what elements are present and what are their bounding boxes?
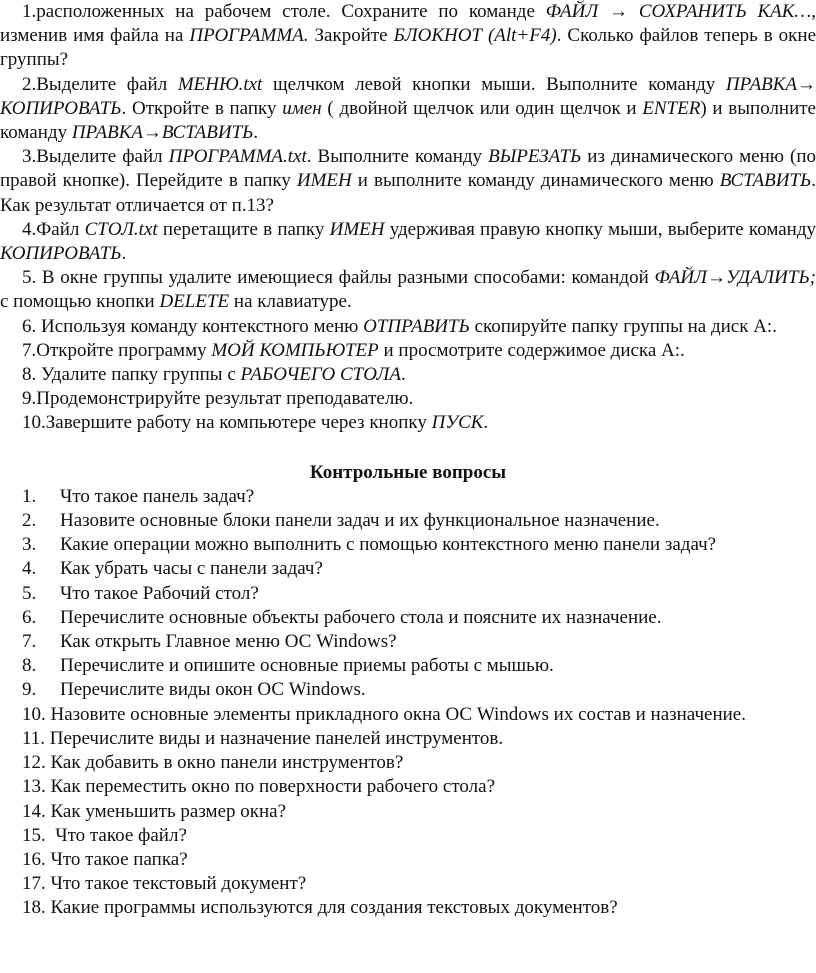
italic-term: БЛОКНОТ (Alt+F4) xyxy=(393,25,557,47)
step-text: 2.Выделите файл xyxy=(22,73,178,95)
step-text: 3.Выделите файл xyxy=(22,146,169,168)
question-item xyxy=(0,630,816,654)
step-text: перетащите в папку xyxy=(157,218,330,240)
question-number: 7. xyxy=(22,631,37,653)
question-item xyxy=(0,509,816,533)
question-item xyxy=(0,872,816,896)
step-text: 5. В окне группы удалите имеющиеся файлы разными способами: командой xyxy=(22,267,655,289)
step-text: . xyxy=(121,243,127,265)
step-text: 4.Файл xyxy=(22,218,85,240)
question-text: Перечислите виды окон ОС Windows. xyxy=(60,679,366,701)
question-text: Что такое Рабочий стол? xyxy=(60,582,259,604)
step-text: на клавиатуре. xyxy=(229,291,352,313)
question-number: 13. xyxy=(22,776,46,798)
question-text: Перечислите виды и назначение панелей инструментов. xyxy=(49,727,504,749)
question-number: 8. xyxy=(22,655,37,677)
italic-term: ВЫРЕЗАТЬ xyxy=(488,146,582,168)
step-text: 8. Удалите папку группы с xyxy=(22,364,241,386)
italic-term: ИМЕН xyxy=(329,218,385,240)
instruction-step xyxy=(0,339,816,363)
question-text: Что такое папка? xyxy=(50,848,188,870)
question-number: 9. xyxy=(22,679,37,701)
question-item xyxy=(0,678,816,702)
question-item xyxy=(0,533,816,557)
question-number: 2. xyxy=(22,510,37,532)
step-text: . Откройте в папку xyxy=(121,97,283,119)
step-text: 10.Завершите работу на компьютере через кнопку xyxy=(22,412,432,434)
italic-term: ФАЙЛ→УДАЛИТЬ; xyxy=(654,267,816,289)
step-text: удерживая правую кнопку мыши, выберите команду xyxy=(384,218,816,240)
question-item xyxy=(0,606,816,630)
italic-term: КОПИРОВАТЬ xyxy=(0,243,122,265)
question-text: Перечислите и опишите основные приемы работы с мышью. xyxy=(60,655,554,677)
question-item xyxy=(0,727,816,751)
instruction-step xyxy=(0,363,816,387)
step-text: . Выполните команду xyxy=(306,146,489,168)
italic-term: РАБОЧЕГО СТОЛА xyxy=(240,364,401,386)
question-text: Как открыть Главное меню ОС Windows? xyxy=(60,631,397,653)
question-number: 12. xyxy=(22,752,46,774)
question-text: Перечислите основные объекты рабочего стола и поясните их назначение. xyxy=(60,606,662,628)
question-text: Назовите основные блоки панели задач и их функциональное назначение. xyxy=(60,510,660,532)
step-text: . Как результат отличается от п.13? xyxy=(0,170,816,216)
question-number: 5. xyxy=(22,582,37,604)
step-text: Закройте xyxy=(308,25,394,47)
step-text: 1.расположенных на рабочем столе. Сохраните по команде xyxy=(22,1,546,22)
italic-term: ФАЙЛ → СОХРАНИТЬ КАК… xyxy=(545,1,812,22)
instruction-step xyxy=(0,411,816,435)
instruction-step xyxy=(0,145,816,218)
italic-term: DELETE xyxy=(159,291,230,313)
italic-term: ПРАВКА→ КОПИРОВАТЬ xyxy=(0,73,816,119)
instruction-steps xyxy=(0,0,816,436)
step-text: 7.Откройте программу xyxy=(22,339,212,361)
step-text: . xyxy=(400,364,406,386)
question-number: 17. xyxy=(22,873,46,895)
instruction-step xyxy=(0,266,816,314)
instruction-step xyxy=(0,218,816,266)
italic-term: ВСТАВИТЬ xyxy=(719,170,812,192)
italic-term: ПРАВКА→ВСТАВИТЬ xyxy=(71,122,254,144)
question-number: 15. xyxy=(22,824,46,846)
italic-term: МЕНЮ.txt xyxy=(177,73,263,95)
step-text: ( двойной щелчок или один щелчок и xyxy=(321,97,643,119)
step-text: щелчком левой кнопки мыши. Выполните команду xyxy=(262,73,726,95)
step-text: и выполните команду динамического меню xyxy=(351,170,720,192)
step-text: и просмотрите содержимое диска А:. xyxy=(378,339,685,361)
question-item xyxy=(0,582,816,606)
step-text: . Сколько файлов теперь в окне группы? xyxy=(0,25,816,71)
step-text: ) и выполните команду xyxy=(0,97,816,144)
step-text: 6. Используя команду контекстного меню xyxy=(22,315,364,337)
question-text: Какие программы используются для создания текстовых документов? xyxy=(50,897,618,919)
question-item xyxy=(0,848,816,872)
step-text: . xyxy=(483,412,489,434)
question-number: 18. xyxy=(22,897,46,919)
question-item xyxy=(0,751,816,775)
italic-term: МОЙ КОМПЬЮТЕР xyxy=(211,339,379,361)
question-number: 10. xyxy=(22,703,46,725)
question-item xyxy=(0,775,816,799)
italic-term: ОТПРАВИТЬ xyxy=(363,315,470,337)
question-item xyxy=(0,703,816,727)
section-spacer xyxy=(0,436,816,461)
question-item xyxy=(0,896,816,920)
step-text: , изменив имя файла на xyxy=(0,1,816,47)
question-item xyxy=(0,485,816,509)
italic-term: ИМЕН xyxy=(296,170,352,192)
question-number: 3. xyxy=(22,534,37,556)
instruction-step xyxy=(0,0,816,73)
italic-term: ПУСК xyxy=(431,412,484,434)
question-number: 1. xyxy=(22,485,37,507)
italic-term: ПРОГРАММА. xyxy=(189,25,309,47)
question-text: Что такое текстовый документ? xyxy=(50,873,307,895)
question-text: Как уменьшить размер окна? xyxy=(50,800,287,822)
question-text: Что такое панель задач? xyxy=(60,485,255,507)
instruction-step xyxy=(0,315,816,339)
question-item xyxy=(0,557,816,581)
question-item xyxy=(0,800,816,824)
italic-term: ПРОГРАММА.txt xyxy=(168,146,307,168)
step-text: скопируйте папку группы на диск А:. xyxy=(469,315,777,337)
question-number: 6. xyxy=(22,606,37,628)
questions-list xyxy=(0,485,816,921)
question-number: 16. xyxy=(22,848,46,870)
italic-term: ENTER xyxy=(642,97,701,119)
italic-term: СТОЛ.txt xyxy=(84,218,158,240)
question-text: Какие операции можно выполнить с помощью контекстного меню панели задач? xyxy=(60,534,717,556)
step-text: . xyxy=(253,122,259,144)
step-text: с помощью кнопки xyxy=(0,291,160,313)
step-text: из динамического меню (по правой кнопке). Перейдите в папку xyxy=(0,146,816,192)
question-text: Назовите основные элементы прикладного окна ОС Windows их состав и назначение. xyxy=(50,703,746,725)
step-text: 9.Продемонстрируйте результат преподавателю. xyxy=(22,388,414,410)
instruction-step xyxy=(0,387,816,411)
instruction-step xyxy=(0,73,816,146)
question-item xyxy=(0,654,816,678)
question-text: Как переместить окно по поверхности рабочего стола? xyxy=(50,776,495,798)
question-number: 11. xyxy=(22,727,46,749)
question-text: Как добавить в окно панели инструментов? xyxy=(50,752,404,774)
question-item xyxy=(0,824,816,848)
question-text: Что такое файл? xyxy=(50,824,187,846)
questions-heading: Контрольные вопросы xyxy=(309,461,507,483)
question-number: 14. xyxy=(22,800,46,822)
question-number: 4. xyxy=(22,558,37,580)
question-text: Как убрать часы с панели задач? xyxy=(60,558,323,580)
italic-term: имен xyxy=(282,97,322,119)
